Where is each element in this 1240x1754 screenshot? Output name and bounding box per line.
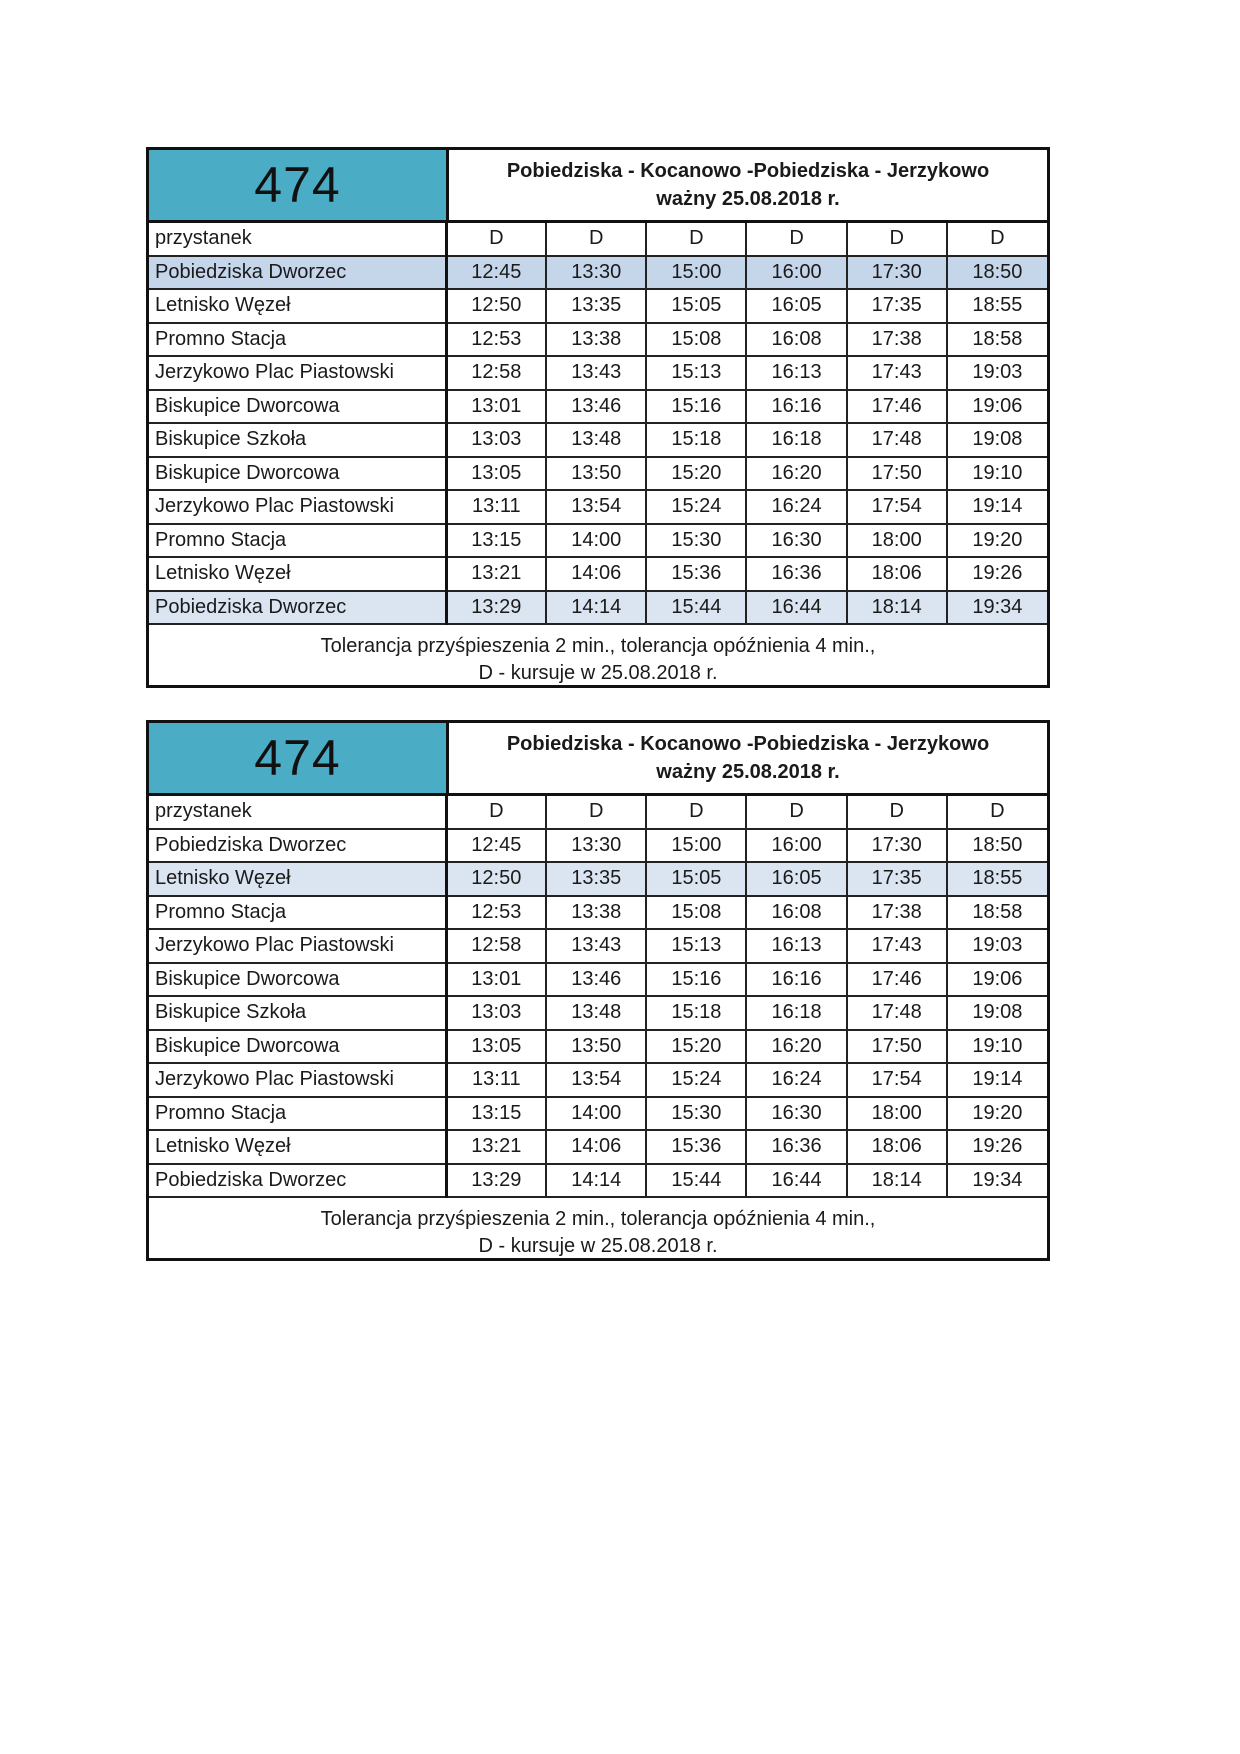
departure-time: 16:16 (746, 963, 846, 997)
day-code-cell: D (847, 223, 947, 256)
departure-time: 16:30 (746, 1097, 846, 1131)
departure-time: 12:58 (446, 929, 546, 963)
departure-time: 19:03 (947, 929, 1047, 963)
departure-time: 14:06 (546, 1130, 646, 1164)
table-row (149, 423, 1047, 457)
departure-time: 13:48 (546, 423, 646, 457)
departure-time: 13:11 (446, 1063, 546, 1097)
table-row (149, 256, 1047, 290)
departure-time: 19:20 (947, 524, 1047, 558)
departure-time: 18:55 (947, 289, 1047, 323)
departure-time: 15:16 (646, 963, 746, 997)
departure-time: 15:20 (646, 457, 746, 491)
stop-header: przystanek (149, 796, 446, 829)
departure-time: 17:50 (847, 1030, 947, 1064)
departure-time: 13:30 (546, 256, 646, 290)
departure-time: 15:00 (646, 829, 746, 863)
departure-time: 14:14 (546, 1164, 646, 1198)
departure-time: 19:14 (947, 490, 1047, 524)
departure-time: 16:20 (746, 1030, 846, 1064)
departure-time: 14:00 (546, 1097, 646, 1131)
departure-time: 17:54 (847, 1063, 947, 1097)
departure-time: 19:34 (947, 591, 1047, 625)
departure-time: 15:16 (646, 390, 746, 424)
departure-time: 13:35 (546, 862, 646, 896)
departure-time: 16:24 (746, 1063, 846, 1097)
departure-time: 17:43 (847, 356, 947, 390)
departure-time: 17:46 (847, 390, 947, 424)
departure-time: 19:08 (947, 423, 1047, 457)
day-code-cell: D (546, 223, 646, 256)
departure-time: 15:30 (646, 524, 746, 558)
departure-time: 13:46 (546, 390, 646, 424)
departure-time: 12:53 (446, 896, 546, 930)
departure-time: 15:08 (646, 896, 746, 930)
header-row (149, 223, 1047, 256)
departure-time: 13:54 (546, 490, 646, 524)
departure-time: 15:44 (646, 591, 746, 625)
departure-time: 19:10 (947, 457, 1047, 491)
departure-time: 15:20 (646, 1030, 746, 1064)
header-row (149, 796, 1047, 829)
line-number: 474 (149, 150, 449, 220)
stop-name: Jerzykowo Plac Piastowski (149, 929, 446, 963)
departure-time: 13:30 (546, 829, 646, 863)
departure-time: 13:35 (546, 289, 646, 323)
stop-name: Pobiedziska Dworzec (149, 591, 446, 625)
departure-time: 18:14 (847, 591, 947, 625)
table-row (149, 829, 1047, 863)
departure-time: 13:38 (546, 323, 646, 357)
departure-time: 17:48 (847, 996, 947, 1030)
departure-time: 16:24 (746, 490, 846, 524)
departure-time: 13:03 (446, 996, 546, 1030)
timetable-footer (149, 625, 1047, 694)
stop-name: Pobiedziska Dworzec (149, 829, 446, 863)
stop-name: Pobiedziska Dworzec (149, 256, 446, 290)
day-code-cell: D (446, 796, 546, 829)
table-row (149, 557, 1047, 591)
departure-time: 15:44 (646, 1164, 746, 1198)
departure-time: 19:03 (947, 356, 1047, 390)
table-row (149, 457, 1047, 491)
schedule-table (149, 796, 1047, 1198)
departure-time: 18:00 (847, 1097, 947, 1131)
table-row (149, 289, 1047, 323)
departure-time: 17:30 (847, 829, 947, 863)
departure-time: 17:48 (847, 423, 947, 457)
stop-name: Letnisko Węzeł (149, 289, 446, 323)
departure-time: 13:01 (446, 963, 546, 997)
stop-name: Letnisko Węzeł (149, 862, 446, 896)
departure-time: 15:18 (646, 423, 746, 457)
table-row (149, 390, 1047, 424)
departure-time: 19:34 (947, 1164, 1047, 1198)
departure-time: 13:05 (446, 457, 546, 491)
table-row (149, 1030, 1047, 1064)
line-number: 474 (149, 723, 449, 793)
day-code-cell: D (546, 796, 646, 829)
departure-time: 15:36 (646, 1130, 746, 1164)
departure-time: 13:50 (546, 1030, 646, 1064)
departure-time: 14:00 (546, 524, 646, 558)
departure-time: 12:53 (446, 323, 546, 357)
departure-time: 13:11 (446, 490, 546, 524)
departure-time: 15:36 (646, 557, 746, 591)
departure-time: 19:26 (947, 557, 1047, 591)
timetable-2 (146, 720, 1050, 1261)
departure-time: 17:35 (847, 862, 947, 896)
table-row (149, 524, 1047, 558)
day-code-cell: D (746, 223, 846, 256)
table-row (149, 323, 1047, 357)
stop-name: Pobiedziska Dworzec (149, 1164, 446, 1198)
departure-time: 13:43 (546, 929, 646, 963)
departure-time: 18:14 (847, 1164, 947, 1198)
departure-time: 15:24 (646, 490, 746, 524)
stop-name: Biskupice Szkoła (149, 423, 446, 457)
departure-time: 15:08 (646, 323, 746, 357)
departure-time: 16:00 (746, 829, 846, 863)
departure-time: 13:01 (446, 390, 546, 424)
departure-time: 16:18 (746, 423, 846, 457)
departure-time: 13:46 (546, 963, 646, 997)
departure-time: 13:05 (446, 1030, 546, 1064)
route-info (449, 150, 1047, 220)
departure-time: 13:15 (446, 1097, 546, 1131)
departure-time: 17:43 (847, 929, 947, 963)
departure-time: 16:36 (746, 557, 846, 591)
departure-time: 13:38 (546, 896, 646, 930)
departure-time: 18:06 (847, 557, 947, 591)
departure-time: 15:24 (646, 1063, 746, 1097)
departure-time: 13:29 (446, 1164, 546, 1198)
timetable-1 (146, 147, 1050, 688)
timetable-header (149, 723, 1047, 796)
day-code-cell: D (847, 796, 947, 829)
valid-date: ważny 25.08.2018 r. (656, 188, 840, 210)
day-code-cell: D (446, 223, 546, 256)
departure-time: 15:13 (646, 356, 746, 390)
departure-time: 13:50 (546, 457, 646, 491)
departure-time: 12:58 (446, 356, 546, 390)
departure-time: 16:05 (746, 289, 846, 323)
stop-name: Biskupice Dworcowa (149, 1030, 446, 1064)
valid-date: ważny 25.08.2018 r. (656, 761, 840, 783)
tolerance-note: Tolerancja przyśpieszenia 2 min., tolerancja opóźnienia 4 min., (320, 1207, 876, 1230)
departure-time: 14:06 (546, 557, 646, 591)
tolerance-note: Tolerancja przyśpieszenia 2 min., tolerancja opóźnienia 4 min., (320, 634, 876, 657)
departure-time: 16:20 (746, 457, 846, 491)
departure-time: 19:06 (947, 963, 1047, 997)
departure-time: 19:20 (947, 1097, 1047, 1131)
stop-name: Promno Stacja (149, 896, 446, 930)
stop-name: Letnisko Węzeł (149, 1130, 446, 1164)
table-row (149, 591, 1047, 625)
departure-time: 16:16 (746, 390, 846, 424)
departure-time: 16:08 (746, 323, 846, 357)
departure-time: 16:30 (746, 524, 846, 558)
departure-time: 15:18 (646, 996, 746, 1030)
table-row (149, 356, 1047, 390)
departure-time: 18:50 (947, 829, 1047, 863)
route-info (449, 723, 1047, 793)
table-row (149, 996, 1047, 1030)
departure-time: 15:30 (646, 1097, 746, 1131)
departure-time: 19:26 (947, 1130, 1047, 1164)
departure-time: 18:58 (947, 323, 1047, 357)
departure-time: 12:45 (446, 829, 546, 863)
departure-time: 18:58 (947, 896, 1047, 930)
route-name: Pobiedziska - Kocanowo -Pobiedziska - Jerzykowo (506, 733, 990, 755)
departure-time: 12:45 (446, 256, 546, 290)
departure-time: 15:00 (646, 256, 746, 290)
table-row (149, 963, 1047, 997)
day-code-cell: D (646, 223, 746, 256)
day-code-cell: D (646, 796, 746, 829)
departure-time: 19:06 (947, 390, 1047, 424)
departure-time: 17:54 (847, 490, 947, 524)
timetable-header (149, 150, 1047, 223)
day-code-cell: D (746, 796, 846, 829)
departure-time: 13:21 (446, 1130, 546, 1164)
departure-time: 17:38 (847, 896, 947, 930)
departure-time: 13:03 (446, 423, 546, 457)
departure-time: 16:18 (746, 996, 846, 1030)
departure-time: 13:54 (546, 1063, 646, 1097)
departure-time: 12:50 (446, 289, 546, 323)
departure-time: 16:13 (746, 356, 846, 390)
stop-name: Jerzykowo Plac Piastowski (149, 490, 446, 524)
day-code-legend: D - kursuje w 25.08.2018 r. (478, 1234, 718, 1257)
stop-name: Jerzykowo Plac Piastowski (149, 1063, 446, 1097)
stop-name: Promno Stacja (149, 323, 446, 357)
departure-time: 16:05 (746, 862, 846, 896)
table-row (149, 1164, 1047, 1198)
table-row (149, 1097, 1047, 1131)
departure-time: 17:46 (847, 963, 947, 997)
departure-time: 16:13 (746, 929, 846, 963)
route-name: Pobiedziska - Kocanowo -Pobiedziska - Jerzykowo (506, 160, 990, 182)
day-code-cell: D (947, 223, 1047, 256)
timetable-footer (149, 1198, 1047, 1267)
departure-time: 15:05 (646, 862, 746, 896)
day-code-legend: D - kursuje w 25.08.2018 r. (478, 661, 718, 684)
departure-time: 15:05 (646, 289, 746, 323)
departure-time: 18:00 (847, 524, 947, 558)
table-row (149, 896, 1047, 930)
departure-time: 17:35 (847, 289, 947, 323)
stop-name: Promno Stacja (149, 524, 446, 558)
departure-time: 16:08 (746, 896, 846, 930)
departure-time: 15:13 (646, 929, 746, 963)
departure-time: 19:08 (947, 996, 1047, 1030)
table-row (149, 929, 1047, 963)
departure-time: 16:44 (746, 591, 846, 625)
departure-time: 13:29 (446, 591, 546, 625)
departure-time: 12:50 (446, 862, 546, 896)
departure-time: 16:36 (746, 1130, 846, 1164)
departure-time: 13:43 (546, 356, 646, 390)
stop-name: Biskupice Dworcowa (149, 963, 446, 997)
departure-time: 18:06 (847, 1130, 947, 1164)
departure-time: 19:14 (947, 1063, 1047, 1097)
departure-time: 14:14 (546, 591, 646, 625)
departure-time: 18:50 (947, 256, 1047, 290)
stop-name: Promno Stacja (149, 1097, 446, 1131)
table-row (149, 1063, 1047, 1097)
departure-time: 18:55 (947, 862, 1047, 896)
departure-time: 17:30 (847, 256, 947, 290)
departure-time: 13:15 (446, 524, 546, 558)
day-code-cell: D (947, 796, 1047, 829)
stop-name: Biskupice Dworcowa (149, 457, 446, 491)
table-row (149, 1130, 1047, 1164)
departure-time: 17:38 (847, 323, 947, 357)
table-row (149, 862, 1047, 896)
stop-header: przystanek (149, 223, 446, 256)
stop-name: Jerzykowo Plac Piastowski (149, 356, 446, 390)
table-row (149, 490, 1047, 524)
departure-time: 16:00 (746, 256, 846, 290)
stop-name: Biskupice Szkoła (149, 996, 446, 1030)
schedule-table (149, 223, 1047, 625)
stop-name: Biskupice Dworcowa (149, 390, 446, 424)
stop-name: Letnisko Węzeł (149, 557, 446, 591)
departure-time: 13:21 (446, 557, 546, 591)
departure-time: 16:44 (746, 1164, 846, 1198)
departure-time: 19:10 (947, 1030, 1047, 1064)
departure-time: 17:50 (847, 457, 947, 491)
departure-time: 13:48 (546, 996, 646, 1030)
